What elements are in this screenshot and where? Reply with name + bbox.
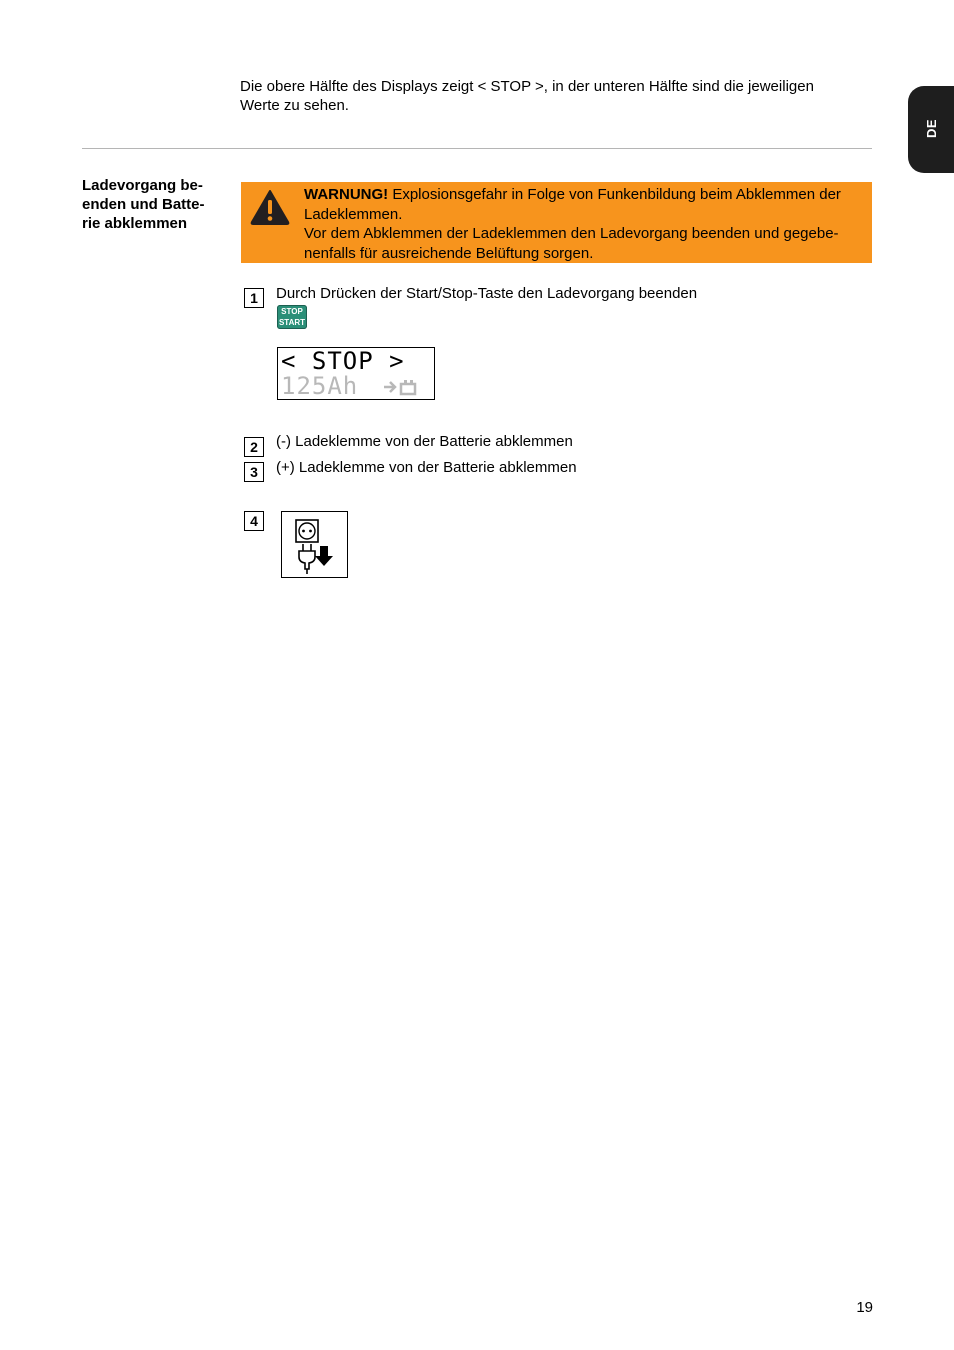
step-text-3: (+) Ladeklemme von der Batterie abklemmen (276, 459, 577, 476)
stop-start-button-icon (277, 305, 307, 329)
section-title-line-1: Ladevorgang be- (82, 177, 203, 194)
start-label: START (278, 318, 306, 327)
unplug-from-socket-icon (281, 511, 348, 578)
step-number-4: 4 (244, 511, 264, 531)
page-number: 19 (856, 1299, 873, 1316)
warning-line-1: Explosionsgefahr in Folge von Funkenbildung beim Abklemmen der (388, 186, 841, 203)
lcd-line-2: 125Ah (281, 372, 359, 400)
intro-line-1: Die obere Hälfte des Displays zeigt < STOP >, in der unteren Hälfte sind die jeweiligen (240, 78, 814, 95)
warning-line-3: Vor dem Abklemmen der Ladeklemmen den Ladevorgang beenden und gegebe- (304, 225, 839, 242)
step-text-2: (-) Ladeklemme von der Batterie abklemmen (276, 433, 573, 450)
plug-socket-icon (282, 512, 347, 577)
lcd-display (277, 347, 435, 400)
warning-line-2: Ladeklemmen. (304, 205, 403, 223)
language-tab (908, 86, 954, 173)
intro-line-2: Werte zu sehen. (240, 97, 349, 114)
warning-label: WARNUNG! (304, 186, 389, 203)
step-number-3: 3 (244, 462, 264, 482)
stop-label: STOP (281, 307, 303, 316)
intro-paragraph (240, 77, 870, 115)
charging-battery-icon (382, 378, 418, 396)
step-text-1: Durch Drücken der Start/Stop-Taste den Ladevorgang beenden (276, 285, 698, 302)
language-tab-label: DE (924, 118, 939, 138)
section-title (82, 176, 222, 233)
lcd-line-1: < STOP > (281, 347, 405, 375)
warning-line-4: nenfalls für ausreichende Belüftung sorgen. (304, 244, 594, 262)
step-number-2: 2 (244, 437, 264, 457)
step-number-1: 1 (244, 288, 264, 308)
section-divider (82, 148, 872, 149)
warning-box (241, 182, 872, 263)
section-title-line-2: enden und Batte- (82, 196, 205, 213)
warning-text (304, 185, 872, 263)
warning-triangle-icon (250, 189, 290, 225)
section-title-line-3: rie abklemmen (82, 215, 188, 232)
